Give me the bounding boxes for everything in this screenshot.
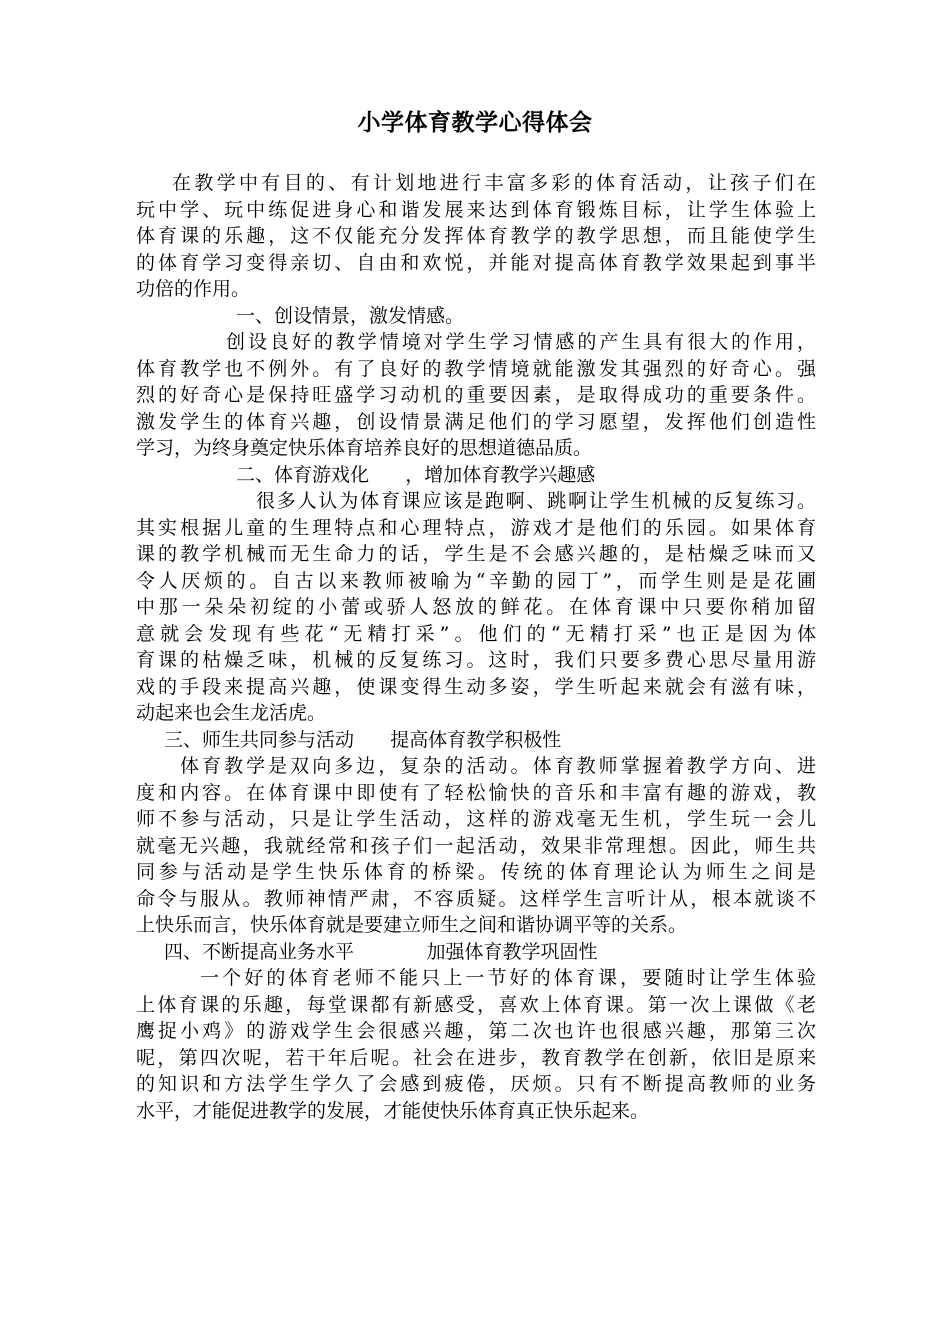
paragraph-line: 体育课的乐趣，这不仅能充分发挥体育教学的教学思想，而且能使学生 xyxy=(136,225,816,247)
paragraph-line: 命令与服从。教师神情严肃，不容质疑。这样学生言听计从，根本就谈不 xyxy=(136,887,816,910)
section-heading: 三、师生共同参与活动 提高体育教学积极性 xyxy=(164,728,562,751)
paragraph-line: 令人厌烦的。自古以来教师被喻为“辛勤的园丁”，而学生则是是花圃 xyxy=(136,569,816,592)
paragraph-line: 很多人认为体育课应该是跑啊、跳啊让学生机械的反复练习。 xyxy=(256,490,816,512)
paragraph-line: 呢，第四次呢，若干年后呢。社会在进步，教育教学在创新，依旧是原来 xyxy=(136,1046,816,1069)
paragraph-line: 其实根据儿童的生理特点和心理特点，游戏才是他们的乐园。如果体育 xyxy=(136,516,816,539)
paragraph-line: 鹰捉小鸡》的游戏学生会很感兴趣，第二次也许也很感兴趣，那第三次 xyxy=(136,1020,816,1042)
paragraph-line: 就毫无兴趣，我就经常和孩子们一起活动，效果非常理想。因此，师生共 xyxy=(136,834,816,857)
paragraph-line: 戏的手段来提高兴趣，使课变得生动多姿，学生听起来就会有滋有味， xyxy=(136,675,816,698)
paragraph-line: 体育教学是双向多边，复杂的活动。体育教师掌握着教学方向、进 xyxy=(180,755,816,777)
section-heading: 四、不断提高业务水平 加强体育教学巩固性 xyxy=(164,940,598,963)
document-body xyxy=(136,170,816,1124)
paragraph-line: 烈的好奇心是保持旺盛学习动机的重要因素，是取得成功的重要条件。 xyxy=(136,384,816,406)
paragraph-line: 水平，才能促进教学的发展，才能使快乐体育真正快乐起来。 xyxy=(136,1099,650,1122)
paragraph-line: 一个好的体育老师不能只上一节好的体育课，要随时让学生体验 xyxy=(200,967,816,989)
paragraph-line: 的知识和方法学生学久了会感到疲倦，厌烦。只有不断提高教师的业务 xyxy=(136,1073,816,1095)
paragraph-line: 中那一朵朵初绽的小蕾或骄人怒放的鲜花。在体育课中只要你稍加留 xyxy=(136,596,816,618)
paragraph-line: 上体育课的乐趣，每堂课都有新感受，喜欢上体育课。第一次上课做《老 xyxy=(136,993,816,1016)
paragraph-line: 体育教学也不例外。有了良好的教学情境就能激发其强烈的好奇心。强 xyxy=(136,357,816,380)
paragraph-line: 意就会发现有些花“无精打采”。他们的“无精打采”也正是因为体 xyxy=(136,622,816,645)
paragraph-line: 创设良好的教学情境对学生学习情感的产生具有很大的作用， xyxy=(226,331,816,353)
paragraph-line: 同参与活动是学生快乐体育的桥梁。传统的体育理论认为师生之间是 xyxy=(136,861,816,883)
paragraph-line: 上快乐而言，快乐体育就是要建立师生之间和谐协调平等的关系。 xyxy=(136,914,688,936)
paragraph-line: 功倍的作用。 xyxy=(136,278,251,300)
paragraph-line: 激发学生的体育兴趣，创设情景满足他们的学习愿望，发挥他们创造性 xyxy=(136,410,816,433)
section-heading: 二、体育游戏化 ，增加体育教学兴趣感 xyxy=(236,463,596,486)
paragraph-line: 课的教学机械而无生命力的话，学生是不会感兴趣的，是枯燥乏味而又 xyxy=(136,543,816,565)
document-title: 小学体育教学心得体会 xyxy=(357,109,593,136)
paragraph-line: 动起来也会生龙活虎。 xyxy=(136,702,327,724)
paragraph-line: 学习，为终身奠定快乐体育培养良好的思想道德品质。 xyxy=(136,437,593,459)
paragraph-line: 育课的枯燥乏味，机械的反复练习。这时，我们只要多费心思尽量用游 xyxy=(136,649,816,671)
paragraph-line: 在教学中有目的、有计划地进行丰富多彩的体育活动，让孩子们在 xyxy=(172,172,816,194)
paragraph-line: 的体育学习变得亲切、自由和欢悦，并能对提高体育教学效果起到事半 xyxy=(136,251,816,274)
section-heading: 一、创设情景，激发情感。 xyxy=(236,304,465,327)
paragraph-line: 师不参与活动，只是让学生活动，这样的游戏毫无生机，学生玩一会儿 xyxy=(136,808,816,830)
paragraph-line: 度和内容。在体育课中即使有了轻松愉快的音乐和丰富有趣的游戏，教 xyxy=(136,781,816,804)
paragraph-line: 玩中学、玩中练促进身心和谐发展来达到体育锻炼目标，让学生体验上 xyxy=(136,198,816,221)
